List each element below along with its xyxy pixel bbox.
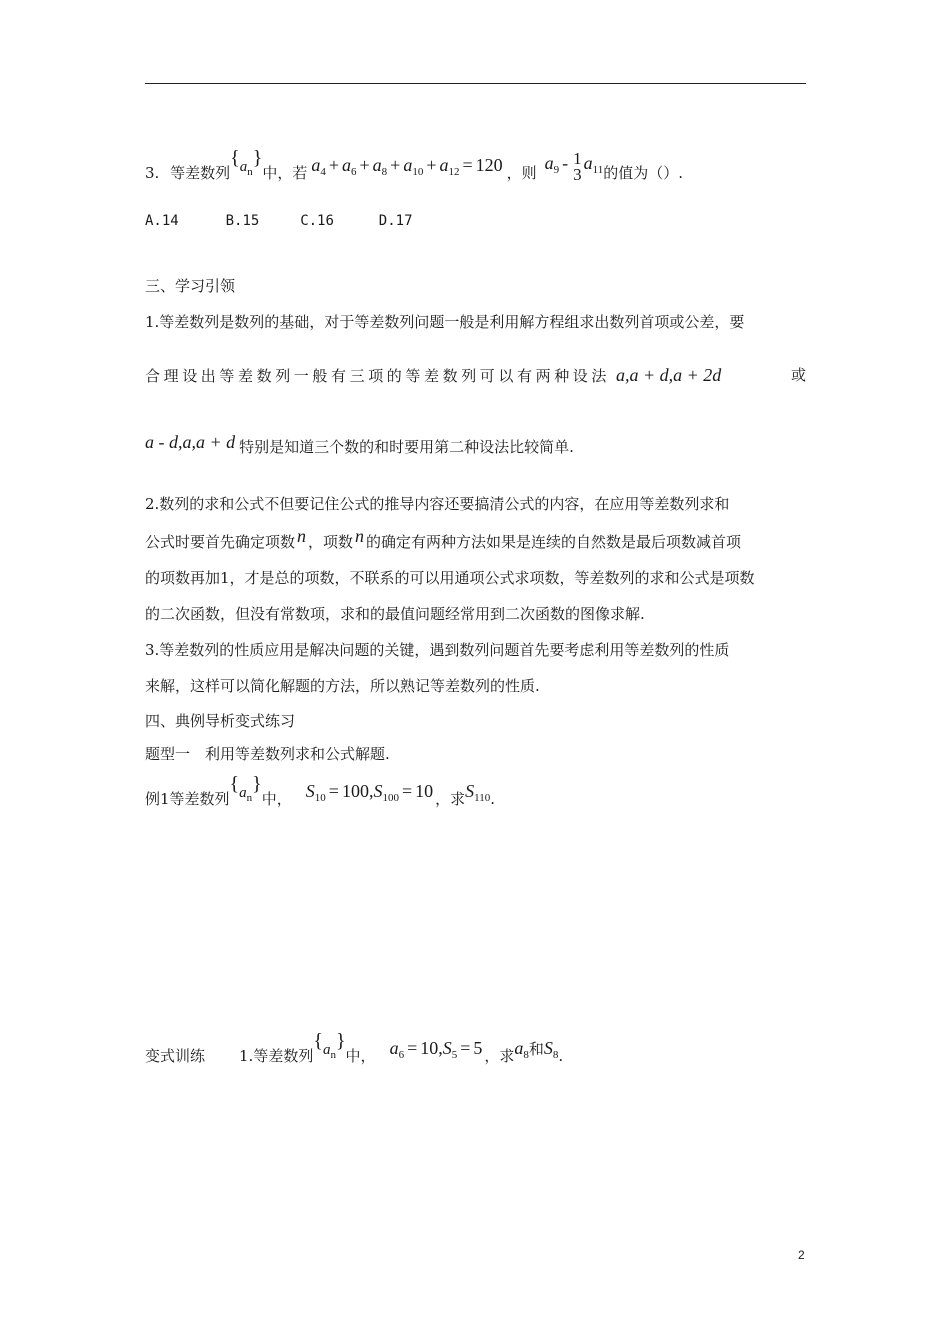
question-number: 3.	[145, 164, 160, 182]
option-b: B.15	[225, 213, 260, 229]
header-rule	[145, 83, 806, 84]
example-1: 例1等差数列$\{a_n\}$中， $S_{10} = 100,S_{100} = 10$ ，求$S_{110}$.	[145, 773, 495, 808]
question-3: 3. 等差数列$\{a_n\}$中，若 $a_4 + a_6 + a_8 + a_{10} + a_{12} = 120$ ，则 $a^9$ - 1 3 $a^{11}$的值为（）.	[145, 147, 684, 184]
paragraph-2-line-2: 公式时要首先确定项数 n ，项数 n 的确定有两种方法如果是连续的自然数是最后项数减首项	[145, 526, 742, 551]
section-3-title: 三、学习引领	[145, 277, 236, 295]
target-expression: $a^9$ - 1 3 $a^{11}$	[544, 149, 604, 184]
question-text: 等差数列	[170, 164, 231, 182]
sequence-symbol: $\{a_n\}$	[229, 773, 262, 804]
paragraph-3-line-1: 3.等差数列的性质应用是解决问题的关键，遇到数列问题首先要考虑利用等差数列的性质	[145, 641, 730, 659]
option-a: A.14	[145, 213, 179, 229]
paragraph-1-line-1: 1.等差数列是数列的基础，对于等差数列问题一般是利用解方程组求出数列首项或公差，要	[145, 313, 745, 331]
sequence-symbol: $\{a_n\}$	[230, 147, 263, 178]
paragraph-1-line-3: a - d,a,a + d 特别是知道三个数的和时要用第二种设法比较简单.	[145, 432, 574, 456]
paragraph-3-line-2: 来解，这样可以简化解题的方法，所以熟记等差数列的性质.	[145, 677, 540, 695]
paragraph-2-line-4: 的二次函数，但没有常数项，求和的最值问题经常用到二次函数的图像求解.	[145, 605, 645, 623]
paragraph-2-line-1: 2.数列的求和公式不但要记住公式的推导内容还要搞清公式的内容，在应用等差数列求和	[145, 495, 730, 513]
paragraph-2-line-3: 的项数再加1，才是总的项数，不联系的可以用通项公式求项数，等差数列的求和公式是项数	[145, 569, 755, 587]
condition-equation: $a_4 + a_6 + a_8 + a_{10} + a_{12} = 120$	[311, 155, 503, 178]
answer-options	[145, 211, 413, 231]
paragraph-1-line-2: 合理设出等差数列一般有三项的等差数列可以有两种设法 a,a + d,a + 2d 或	[145, 365, 806, 385]
drill-label: 变式训练	[145, 1047, 206, 1065]
sequence-symbol: $\{a_n\}$	[313, 1030, 346, 1061]
section-4-title: 四、典例导析变式练习	[145, 712, 296, 730]
option-c: C.16	[300, 213, 334, 229]
page-number: 2	[798, 1248, 805, 1262]
option-d: D.17	[378, 213, 413, 229]
drill-exercise-1: 变式训练 1.等差数列$\{a_n\}$中， $a_6 = 10,S_5 = 5$ ，求$a_8$和$S_8$.	[145, 1030, 564, 1065]
type-1-heading: 题型一 利用等差数列求和公式解题.	[145, 745, 390, 763]
